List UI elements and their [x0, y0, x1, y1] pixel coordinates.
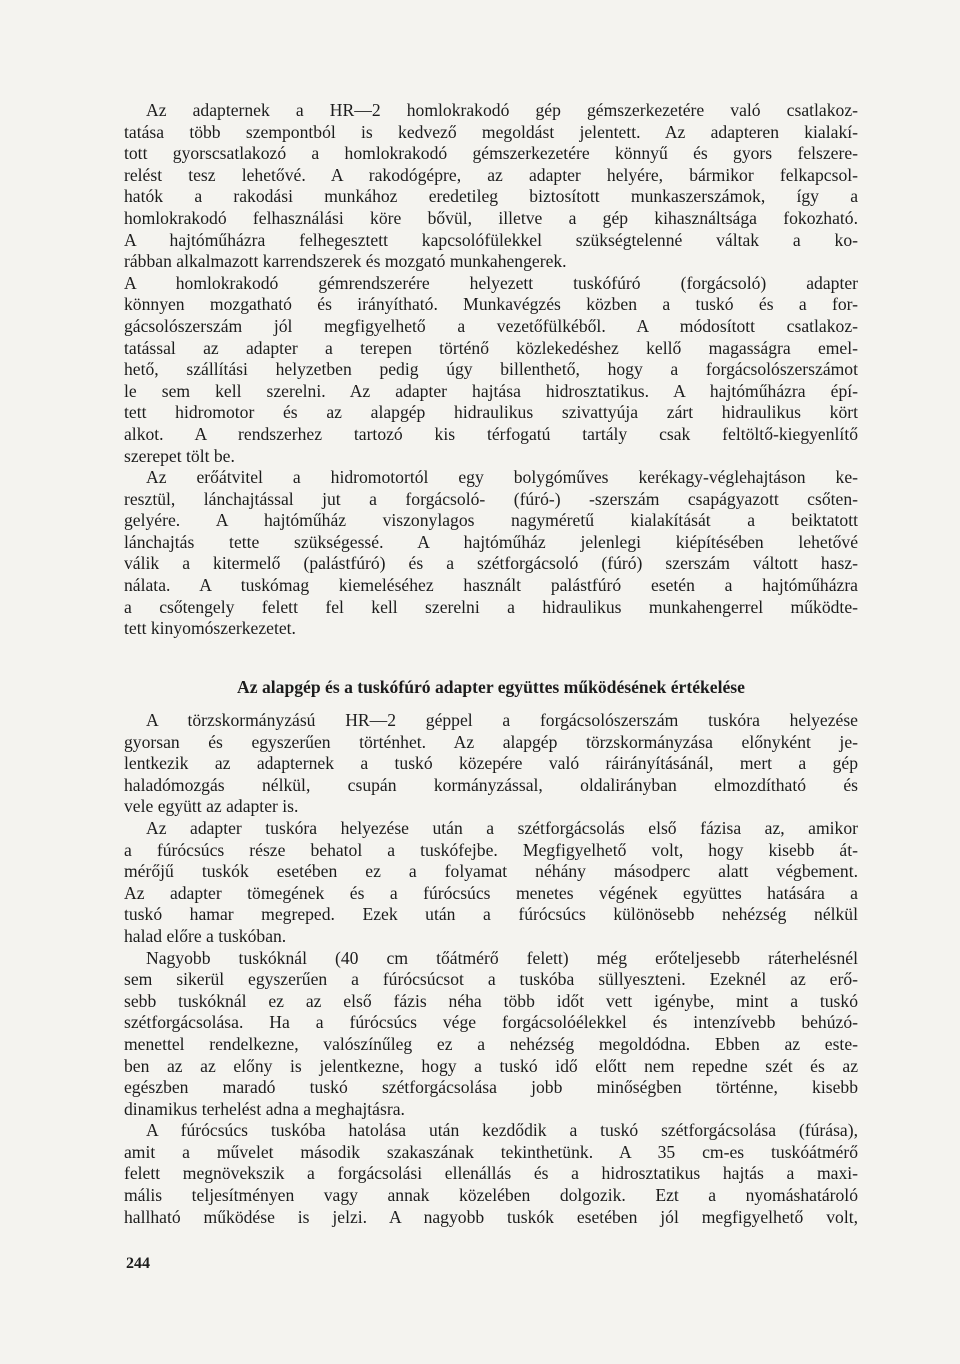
text-line: tett kinyomószerkezetet.	[124, 618, 296, 639]
text-line: resztül, lánchajtással jut a forgácsoló- (fúró-) -szerszám csapágyazott csőten-	[124, 488, 858, 509]
text-line: halad előre a tuskóban.	[124, 925, 287, 946]
page-number: 244	[126, 1255, 150, 1272]
text-line: Nagyobb tuskóknál (40 cm tőátmérő felett) még erőteljesebb ráterhelésnél	[146, 947, 858, 968]
text-line: szétforgácsolása. Ha a fúrócsúcs vége forgácsolóélekkel és intenzívebb behúzó-	[124, 1012, 858, 1033]
text-line: nálata. A tuskómag kiemeléséhez használt palástfúró esetén a hajtóműházra	[124, 575, 858, 596]
text-line: homlokrakodó felhasználási köre bővül, illetve a gép kihasználtsága fokozható.	[124, 207, 858, 228]
text-line: könnyen mozgatható és irányítható. Munkavégzés közben a tuskó és a for-	[124, 294, 858, 315]
body-text-section-2	[124, 710, 858, 1228]
text-line: a csőtengely felett fel kell szerelni a hidraulikus munkahengerrel működte-	[124, 596, 858, 617]
text-line: ben az az előny is jelentkezne, hogy a tuskó idő előtt nem repedne szét és az	[124, 1055, 858, 1076]
text-line: A homlokrakodó gémrendszerére helyezett tuskófúró (forgácsoló) adapter	[124, 272, 858, 293]
text-line: relést tesz lehetővé. A rakodógépre, az adapter helyére, bármikor felkapcsol-	[124, 164, 858, 185]
text-line: A fúrócsúcs tuskóba hatolása után kezdődik a tuskó szétforgácsolása (fúrása),	[146, 1120, 858, 1141]
text-line: gyorsan és egyszerűen történhet. Az alapgép törzskormányzása előnyként je-	[124, 731, 858, 752]
text-line: tatással az adapter a terepen történő közlekedéshez kellő magasságra emel-	[124, 337, 858, 358]
text-line: haladómozgás nélkül, csupán kormányzással, oldalirányban elmozdítható és	[124, 774, 858, 795]
text-line: tott gyorscsatlakozó a homlokrakodó gémszerkezetére könnyű és gyors felszere-	[124, 143, 858, 164]
text-line: Az erőátvitel a hidromotortól egy bolygóműves kerékagy-véglehajtáson ke-	[146, 467, 858, 488]
section-heading: Az alapgép és a tuskófúró adapter együttes működésének értékelése	[237, 677, 745, 697]
text-line: gácsolószerszám jól megfigyelhető a vezetőfülkéből. A módosított csatlakoz-	[124, 315, 858, 336]
text-line: hető, szállítási helyzetben pedig úgy billenthető, hogy a forgácsolószerszámot	[124, 359, 858, 380]
text-line: A törzskormányzású HR—2 géppel a forgácsolószerszám tuskóra helyezése	[146, 710, 858, 730]
text-line: szerepet tölt be.	[124, 445, 235, 466]
text-line: amit a művelet második szakaszának tekinthetünk. A 35 cm-es tuskóátmérő	[124, 1141, 858, 1162]
text-line: vele együtt az adapter is.	[124, 796, 299, 817]
text-line: mális teljesítményen vagy annak közelében dolgozik. Ezt a nyomáshatároló	[124, 1185, 858, 1206]
text-line: tatása több szempontból is kedvező megoldást jelentett. Az adapteren kialakí-	[124, 121, 858, 142]
text-line: mérőjű tuskók esetében ez a folyamat néhány másodperc alatt végbement.	[124, 861, 858, 882]
text-line: felett megnövekszik a forgácsolási ellenállás és a hidrosztatikus hajtás a maxi-	[124, 1163, 858, 1184]
text-line: válik a kitermelő (palástfúró) és a szétforgácsoló (fúró) szerszám váltott hasz-	[124, 553, 858, 574]
text-line: sebb tuskóknál ez az első fázis néha több időt vett igénybe, mint a tuskó	[124, 990, 858, 1011]
text-line: menettel rendelkezne, valószínűleg ez a nehézség megoldódna. Ebben az este-	[124, 1033, 858, 1054]
text-line: Az adapternek a HR—2 homlokrakodó gép gémszerkezetére való csatlakoz-	[146, 100, 858, 120]
text-line: hatók a rakodási munkához eredetileg biztosított munkaszerszámok, így a	[124, 186, 858, 207]
text-line: tuskó hamar megreped. Ezek után a fúrócsúcs különösebb nehézség nélkül	[124, 904, 858, 925]
text-line: egészben maradó tuskó szétforgácsolása jobb minőségben történne, kisebb	[124, 1077, 858, 1098]
text-line: sem sikerül egyszerűen a fúrócsúcsot a tuskóba süllyeszteni. Ezeknél az erő-	[124, 969, 858, 990]
text-line: lentkezik az adapternek a tuskó közepére való ráirányításánál, mert a gép	[124, 753, 858, 774]
text-line: hallható működése is jelzi. A nagyobb tuskók esetében jól megfigyelhető volt,	[124, 1206, 858, 1227]
body-text-section-1	[124, 100, 858, 640]
text-line: gelyére. A hajtóműház viszonylagos nagyméretű kialakítását a beiktatott	[124, 510, 858, 531]
text-line: a fúrócsúcs része behatol a tuskófejbe. Megfigyelhető volt, hogy kisebb át-	[124, 839, 858, 860]
text-line: Az adapter tömegének és a fúrócsúcs menetes végének együttes hatására a	[124, 882, 858, 903]
text-line: lánchajtás tette szükségessé. A hajtóműház jelenlegi kiépítésében lehetővé	[124, 531, 858, 552]
text-line: dinamikus terhelést adna a meghajtásra.	[124, 1098, 405, 1119]
text-line: Az adapter tuskóra helyezése után a szétforgácsolás első fázisa az, amikor	[146, 817, 858, 838]
text-line: A hajtóműházra felhegesztett kapcsolófülekkel szükségtelenné váltak a ko-	[124, 229, 858, 250]
text-line: le sem kell szerelni. Az adapter hajtása hidrosztatikus. A hajtóműházra épí-	[124, 380, 858, 401]
text-line: tett hidromotor és az alapgép hidraulikus szivattyúja zárt hidraulikus kört	[124, 402, 858, 423]
text-line: alkot. A rendszerhez tartozó kis térfogatú tartály csak feltöltő-kiegyenlítő	[124, 423, 858, 444]
text-line: rábban alkalmazott karrendszerek és mozgató munkahengerek.	[124, 251, 567, 272]
